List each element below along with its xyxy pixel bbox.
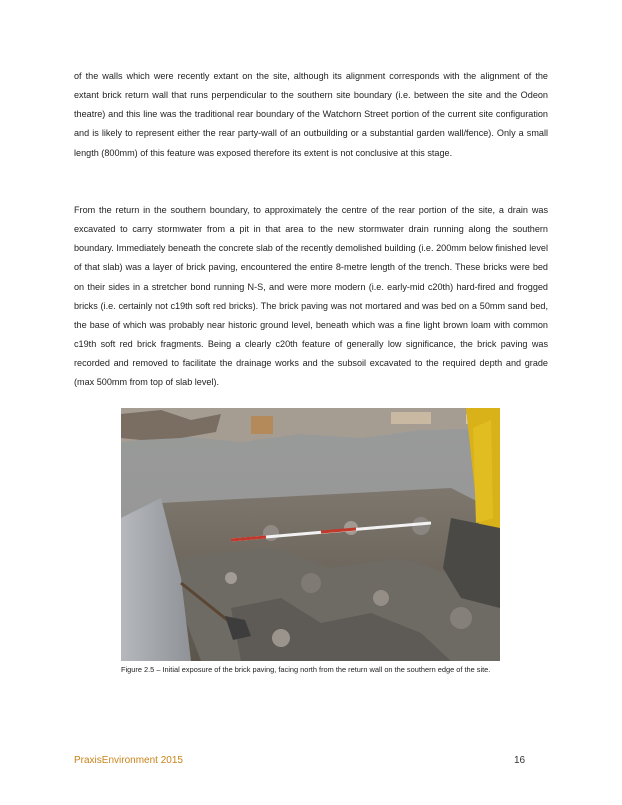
body-paragraph-1: of the walls which were recently extant on the site, although its alignment corresponds with the alignment of the extant brick return wall that runs perpendicular to the southern site boundary (i.e. between the site and the Odeon theatre) and this line was the traditional rear boundary of the Watchorn Street portion of the current site configuration and is likely to represent either the rear party-wall of an outbuilding or a substantial garden wall/fence). Only a small length (800mm) of this feature was exposed therefore its extent is not conclusive at this stage. xyxy=(74,71,548,158)
excavation-photo xyxy=(121,408,500,661)
footer-brand: PraxisEnvironment 2015 xyxy=(74,755,183,766)
figure-caption: Figure 2.5 – Initial exposure of the brick paving, facing north from the return wall on the southern edge of the site. xyxy=(121,665,491,674)
page-number: 16 xyxy=(514,755,526,766)
body-paragraph-2: From the return in the southern boundary, to approximately the centre of the rear portion of the site, a drain was excavated to carry stormwater from a pit in that area to the new stormwater drain running along the southern boundary. Immediately beneath the concrete slab of the recently demolished building (i.e. 200mm below finished level of that slab) was a layer of brick paving, encountered the entire 8-metre length of the trench. These bricks were bed on their sides in a stretcher bond running N-S, and were more modern (i.e. early-mid c20th) hard-fired and frogged bricks (i.e. certainly not c19th soft red bricks). The brick paving was not mortared and was bed on a 50mm sand bed, the base of which was probably near historic ground level, beneath which was a fine light brown loam with common c19th soft red brick fragments. Being a clearly c20th feature of generally low significance, the brick paving was recorded and removed to facilitate the drainage works and the subsoil excavated to the required depth and grade (max 500mm from top of slab level). xyxy=(74,205,548,388)
